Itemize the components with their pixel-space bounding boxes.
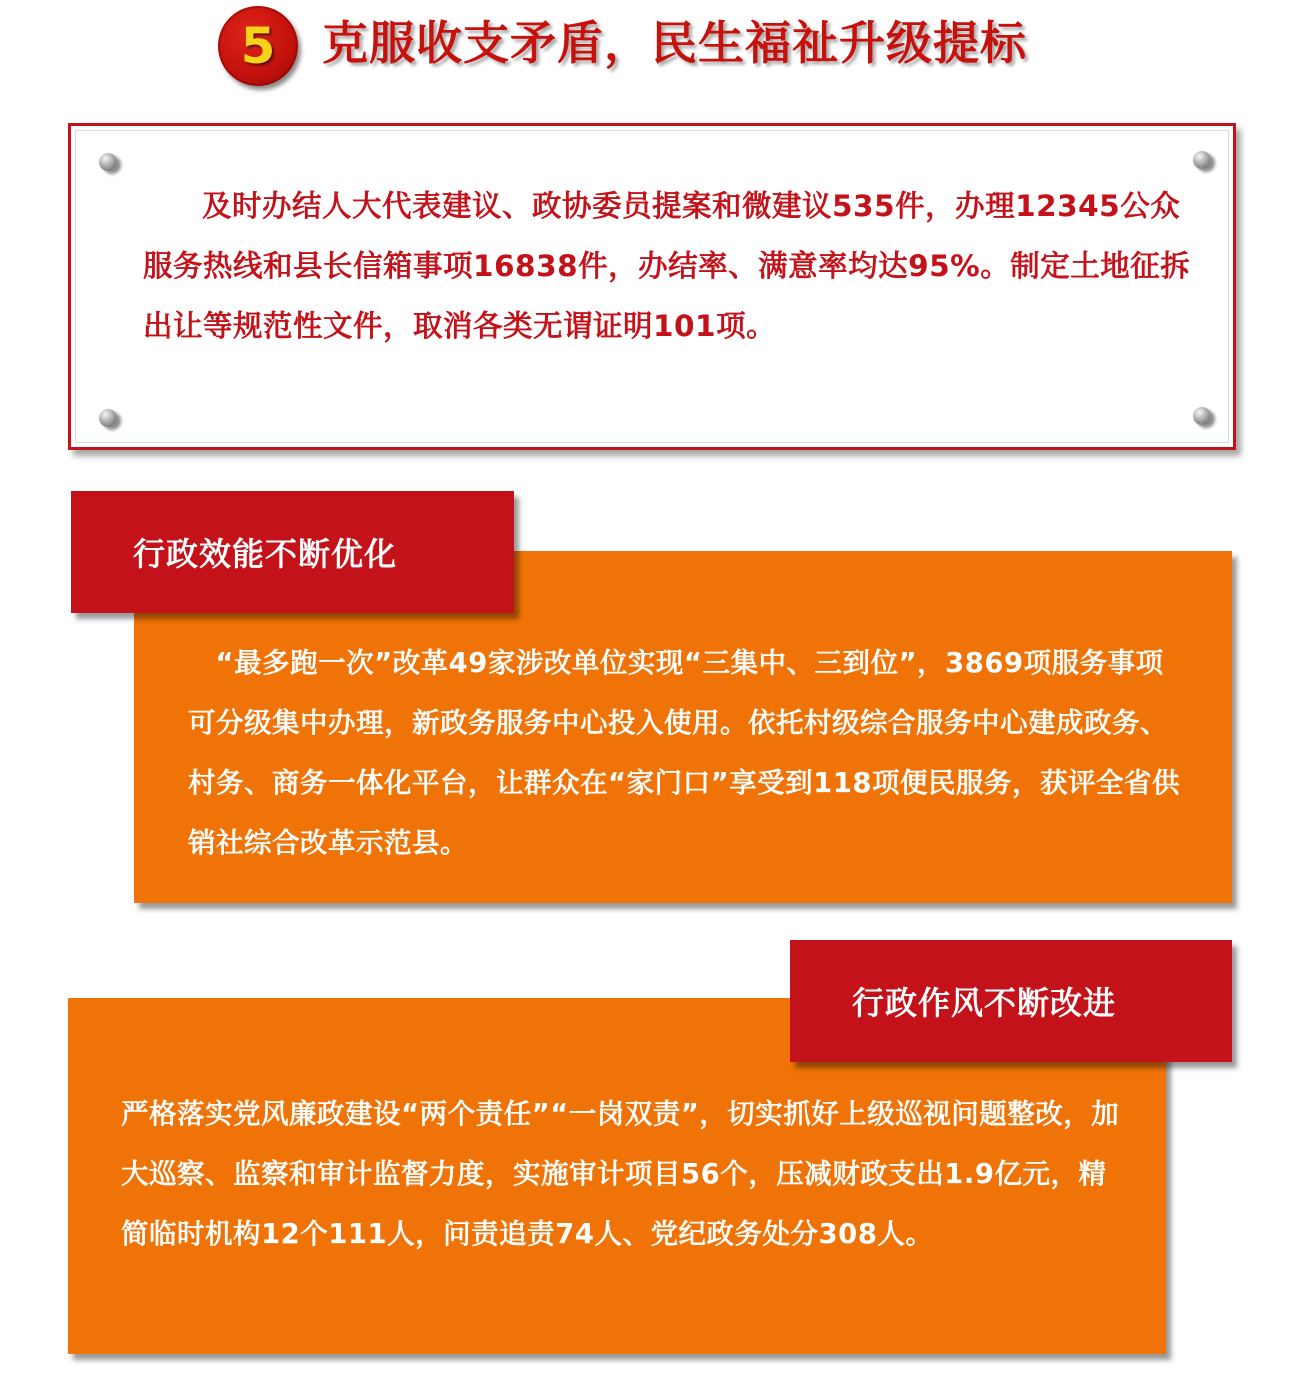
section-1-title: 行政效能不断优化	[71, 491, 514, 613]
section-number-badge	[218, 6, 298, 86]
intro-text: 及时办结人大代表建议、政协委员提案和微建议535件，办理12345公众服务热线和县长信箱事项16838件，办结率、满意率均达95%。制定土地征拆出让等规范性文件，取消各类无谓证明101项。	[143, 189, 1191, 343]
page-title: 克服收支矛盾，民生福祉升级提标	[322, 16, 1027, 70]
section-2-title: 行政作风不断改进	[790, 940, 1232, 1062]
screw-icon	[99, 409, 117, 427]
screw-icon	[1193, 151, 1211, 169]
intro-frame	[68, 123, 1236, 450]
screw-icon	[99, 153, 117, 171]
section-2-text: 严格落实党风廉政建设“两个责任”“一岗双责”，切实抓好上级巡视问题整改，加大巡察、监察和审计监督力度，实施审计项目56个，压减财政支出1.9亿元，精简临时机构12个111人，问责追责74人、党纪政务处分308人。	[121, 1098, 1120, 1250]
section-number: 5	[240, 17, 276, 75]
section-1-text: “最多跑一次”改革49家涉改单位实现“三集中、三到位”，3869项服务事项可分级集中办理，新政务服务中心投入使用。依托村级综合服务中心建成政务、村务、商务一体化平台，让群众在“家门口”享受到118项便民服务，获评全省供销社综合改革示范县。	[188, 647, 1181, 859]
screw-icon	[1193, 407, 1211, 425]
